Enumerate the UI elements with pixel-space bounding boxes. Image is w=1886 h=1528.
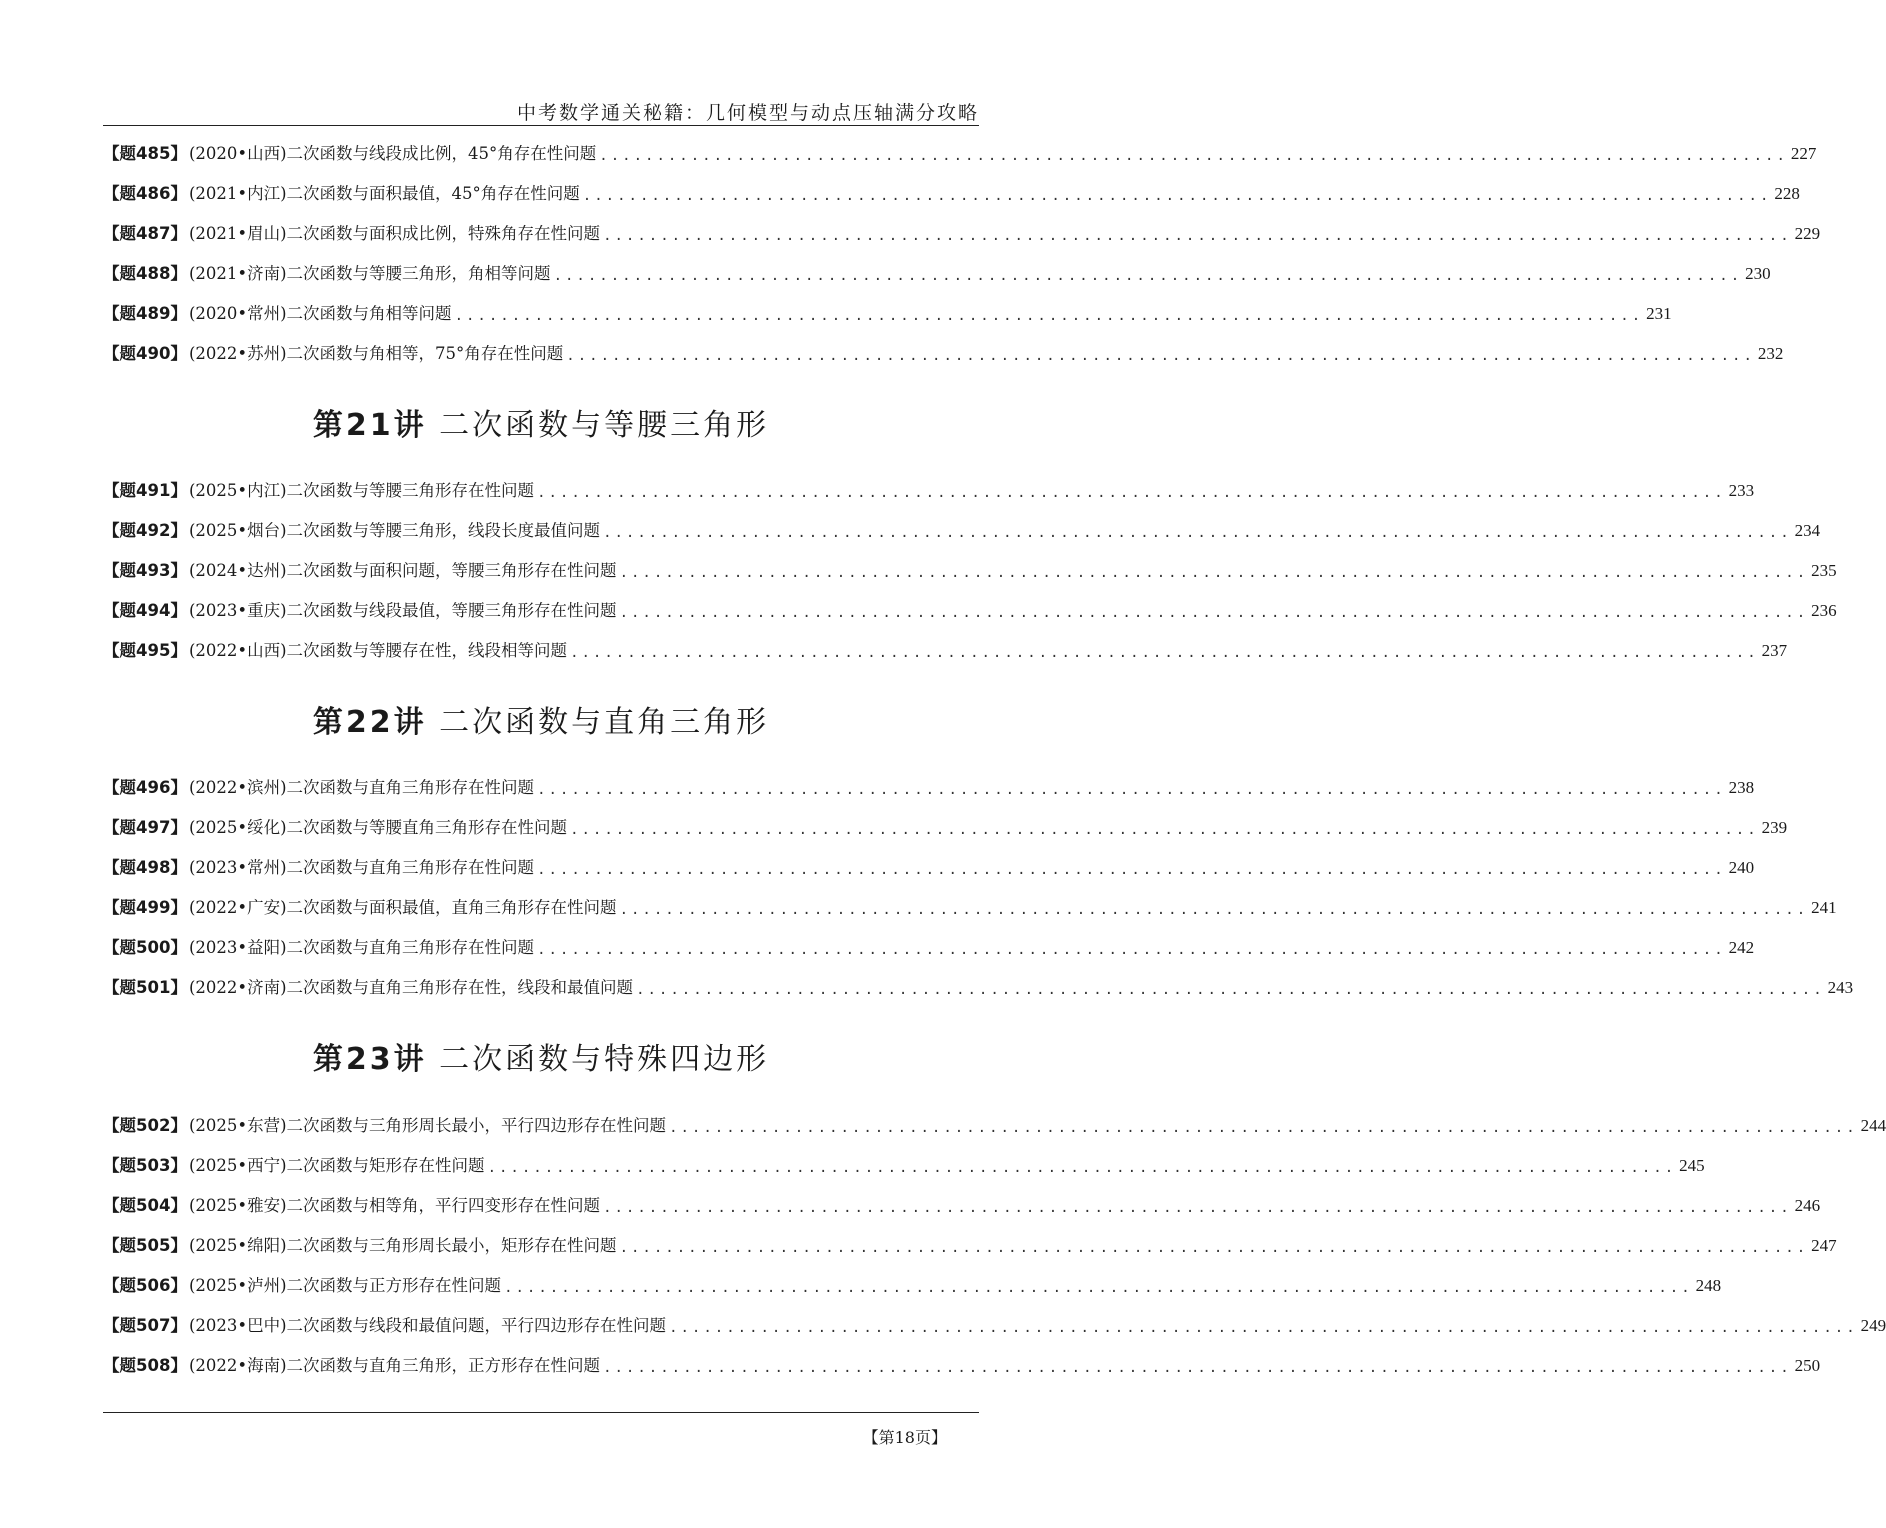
leader-dots: ........................................................................................................ bbox=[603, 525, 1792, 541]
entry-page: 234 bbox=[1794, 521, 1821, 540]
entry-number: 【题506】 bbox=[103, 1276, 187, 1295]
toc-entry[interactable] bbox=[103, 1188, 1821, 1216]
entry-number: 【题503】 bbox=[103, 1156, 187, 1175]
toc-entry[interactable] bbox=[103, 1348, 1821, 1376]
toc-entry[interactable] bbox=[103, 810, 1788, 838]
entry-title: (2025•绥化)二次函数与等腰直角三角形存在性问题 bbox=[188, 818, 568, 837]
toc-entry[interactable] bbox=[103, 473, 1755, 501]
entry-page: 249 bbox=[1860, 1316, 1886, 1335]
entry-number: 【题507】 bbox=[103, 1316, 187, 1335]
chapter-title: 二次函数与等腰三角形 bbox=[439, 408, 770, 443]
entry-page: 230 bbox=[1745, 264, 1771, 283]
entry-title: (2021•眉山)二次函数与面积成比例，特殊角存在性问题 bbox=[188, 224, 601, 243]
entry-title: (2022•苏州)二次函数与角相等，75°角存在性问题 bbox=[188, 344, 564, 363]
entry-title: (2023•常州)二次函数与直角三角形存在性问题 bbox=[188, 858, 535, 877]
entry-page: 247 bbox=[1811, 1236, 1837, 1255]
entry-page: 250 bbox=[1794, 1356, 1821, 1375]
toc-entry[interactable] bbox=[103, 256, 1771, 284]
page-number: 【第18页】 bbox=[862, 1428, 947, 1447]
leader-dots: ........................................................................................................ bbox=[570, 645, 1759, 661]
entry-title: (2020•常州)二次函数与角相等问题 bbox=[188, 304, 452, 323]
entry-number: 【题496】 bbox=[103, 778, 187, 797]
toc-entry[interactable] bbox=[103, 1268, 1722, 1296]
entry-page: 232 bbox=[1757, 344, 1784, 363]
entry-title: (2024•达州)二次函数与面积问题，等腰三角形存在性问题 bbox=[188, 561, 617, 580]
header-title: 中考数学通关秘籍：几何模型与动点压轴满分攻略 bbox=[516, 102, 979, 124]
leader-dots: ........................................................................................................ bbox=[553, 268, 1743, 284]
leader-dots: ........................................................................................................ bbox=[537, 862, 1726, 878]
entry-number: 【题491】 bbox=[103, 481, 187, 500]
leader-dots: ........................................................................................................ bbox=[603, 1360, 1792, 1376]
entry-page: 233 bbox=[1728, 481, 1755, 500]
entry-number: 【题488】 bbox=[103, 264, 187, 283]
leader-dots: ........................................................................................................ bbox=[570, 822, 1759, 838]
entry-number: 【题501】 bbox=[103, 978, 187, 997]
chapter-heading-23[interactable] bbox=[103, 1034, 979, 1078]
leader-dots: ........................................................................................................ bbox=[487, 1160, 1677, 1176]
toc-entry[interactable] bbox=[103, 770, 1755, 798]
entry-page: 243 bbox=[1827, 978, 1854, 997]
chapter-title: 二次函数与直角三角形 bbox=[439, 705, 770, 740]
entry-number: 【题499】 bbox=[103, 898, 187, 917]
toc-entry[interactable] bbox=[103, 553, 1837, 581]
leader-dots: ........................................................................................................ bbox=[619, 565, 1809, 581]
entry-page: 240 bbox=[1728, 858, 1755, 877]
leader-dots: ........................................................................................................ bbox=[566, 348, 1755, 364]
toc-entry[interactable] bbox=[103, 890, 1837, 918]
chapter-number: 第21讲 bbox=[312, 408, 427, 443]
entry-number: 【题494】 bbox=[103, 601, 187, 620]
footer-divider bbox=[103, 1412, 979, 1413]
entry-number: 【题505】 bbox=[103, 1236, 187, 1255]
entry-number: 【题497】 bbox=[103, 818, 187, 837]
leader-dots: ........................................................................................................ bbox=[619, 902, 1809, 918]
leader-dots: ........................................................................................................ bbox=[603, 1200, 1792, 1216]
entry-title: (2022•广安)二次函数与面积最值，直角三角形存在性问题 bbox=[188, 898, 617, 917]
toc-entry[interactable] bbox=[103, 1148, 1705, 1176]
leader-dots: ........................................................................................................ bbox=[599, 148, 1788, 164]
toc-entry[interactable] bbox=[103, 593, 1837, 621]
entry-number: 【题500】 bbox=[103, 938, 187, 957]
entry-number: 【题487】 bbox=[103, 224, 187, 243]
toc-entry[interactable] bbox=[103, 970, 1854, 998]
entry-title: (2025•东营)二次函数与三角形周长最小，平行四边形存在性问题 bbox=[188, 1116, 667, 1135]
toc-entry[interactable] bbox=[103, 1308, 1886, 1336]
entry-title: (2025•泸州)二次函数与正方形存在性问题 bbox=[188, 1276, 502, 1295]
entry-number: 【题508】 bbox=[103, 1356, 187, 1375]
toc-entry[interactable] bbox=[103, 176, 1800, 204]
entry-title: (2025•烟台)二次函数与等腰三角形，线段长度最值问题 bbox=[188, 521, 601, 540]
entry-number: 【题492】 bbox=[103, 521, 187, 540]
entry-title: (2025•内江)二次函数与等腰三角形存在性问题 bbox=[188, 481, 535, 500]
entry-number: 【题502】 bbox=[103, 1116, 187, 1135]
chapter-number: 第23讲 bbox=[312, 1042, 427, 1077]
entry-page: 228 bbox=[1774, 184, 1800, 203]
entry-number: 【题498】 bbox=[103, 858, 187, 877]
entry-title: (2022•山西)二次函数与等腰存在性，线段相等问题 bbox=[188, 641, 568, 660]
entry-title: (2023•重庆)二次函数与线段最值，等腰三角形存在性问题 bbox=[188, 601, 617, 620]
toc-entry[interactable] bbox=[103, 1228, 1837, 1256]
entry-page: 245 bbox=[1679, 1156, 1705, 1175]
entry-title: (2023•益阳)二次函数与直角三角形存在性问题 bbox=[188, 938, 535, 957]
entry-title: (2022•海南)二次函数与直角三角形，正方形存在性问题 bbox=[188, 1356, 601, 1375]
leader-dots: ........................................................................................................ bbox=[537, 782, 1726, 798]
entry-title: (2021•内江)二次函数与面积最值，45°角存在性问题 bbox=[188, 184, 580, 203]
entry-page: 231 bbox=[1646, 304, 1672, 323]
toc-entry[interactable] bbox=[103, 513, 1821, 541]
entry-number: 【题490】 bbox=[103, 344, 187, 363]
leader-dots: ........................................................................................................ bbox=[669, 1120, 1858, 1136]
entry-page: 244 bbox=[1860, 1116, 1886, 1135]
chapter-title: 二次函数与特殊四边形 bbox=[439, 1042, 770, 1077]
page-header bbox=[103, 98, 979, 126]
leader-dots: ........................................................................................................ bbox=[454, 308, 1644, 324]
entry-number: 【题493】 bbox=[103, 561, 187, 580]
entry-page: 239 bbox=[1761, 818, 1788, 837]
leader-dots: ........................................................................................................ bbox=[603, 228, 1792, 244]
entry-page: 229 bbox=[1794, 224, 1821, 243]
entry-title: (2025•西宁)二次函数与矩形存在性问题 bbox=[188, 1156, 485, 1175]
toc-entry[interactable] bbox=[103, 136, 1817, 164]
leader-dots: ........................................................................................................ bbox=[669, 1320, 1858, 1336]
entry-page: 227 bbox=[1790, 144, 1817, 163]
leader-dots: ........................................................................................................ bbox=[619, 1240, 1809, 1256]
toc-entry[interactable] bbox=[103, 930, 1755, 958]
entry-page: 241 bbox=[1811, 898, 1837, 917]
entry-title: (2020•山西)二次函数与线段成比例，45°角存在性问题 bbox=[188, 144, 597, 163]
entry-title: (2021•济南)二次函数与等腰三角形，角相等问题 bbox=[188, 264, 551, 283]
entry-title: (2025•雅安)二次函数与相等角，平行四变形存在性问题 bbox=[188, 1196, 601, 1215]
entry-page: 242 bbox=[1728, 938, 1755, 957]
toc-entry[interactable] bbox=[103, 1108, 1886, 1136]
entry-number: 【题485】 bbox=[103, 144, 187, 163]
leader-dots: ........................................................................................................ bbox=[636, 982, 1825, 998]
entry-title: (2022•济南)二次函数与直角三角形存在性，线段和最值问题 bbox=[188, 978, 634, 997]
entry-page: 248 bbox=[1695, 1276, 1722, 1295]
toc-entry[interactable] bbox=[103, 296, 1672, 324]
entry-number: 【题495】 bbox=[103, 641, 187, 660]
entry-page: 235 bbox=[1811, 561, 1837, 580]
entry-title: (2022•滨州)二次函数与直角三角形存在性问题 bbox=[188, 778, 535, 797]
toc-entry[interactable] bbox=[103, 336, 1784, 364]
leader-dots: ........................................................................................................ bbox=[537, 485, 1726, 501]
toc-entry[interactable] bbox=[103, 216, 1821, 244]
entry-number: 【题486】 bbox=[103, 184, 187, 203]
chapter-heading-22[interactable] bbox=[103, 697, 979, 741]
entry-title: (2025•绵阳)二次函数与三角形周长最小，矩形存在性问题 bbox=[188, 1236, 617, 1255]
chapter-number: 第22讲 bbox=[312, 705, 427, 740]
entry-title: (2023•巴中)二次函数与线段和最值问题，平行四边形存在性问题 bbox=[188, 1316, 667, 1335]
entry-page: 238 bbox=[1728, 778, 1755, 797]
toc-entry[interactable] bbox=[103, 850, 1755, 878]
leader-dots: ........................................................................................................ bbox=[537, 942, 1726, 958]
entry-number: 【题489】 bbox=[103, 304, 187, 323]
leader-dots: ........................................................................................................ bbox=[619, 605, 1809, 621]
entry-page: 246 bbox=[1794, 1196, 1821, 1215]
toc-entry[interactable] bbox=[103, 633, 1788, 661]
leader-dots: ........................................................................................................ bbox=[582, 188, 1772, 204]
entry-number: 【题504】 bbox=[103, 1196, 187, 1215]
leader-dots: ........................................................................................................ bbox=[504, 1280, 1693, 1296]
chapter-heading-21[interactable] bbox=[103, 400, 979, 444]
entry-page: 236 bbox=[1811, 601, 1837, 620]
entry-page: 237 bbox=[1761, 641, 1788, 660]
